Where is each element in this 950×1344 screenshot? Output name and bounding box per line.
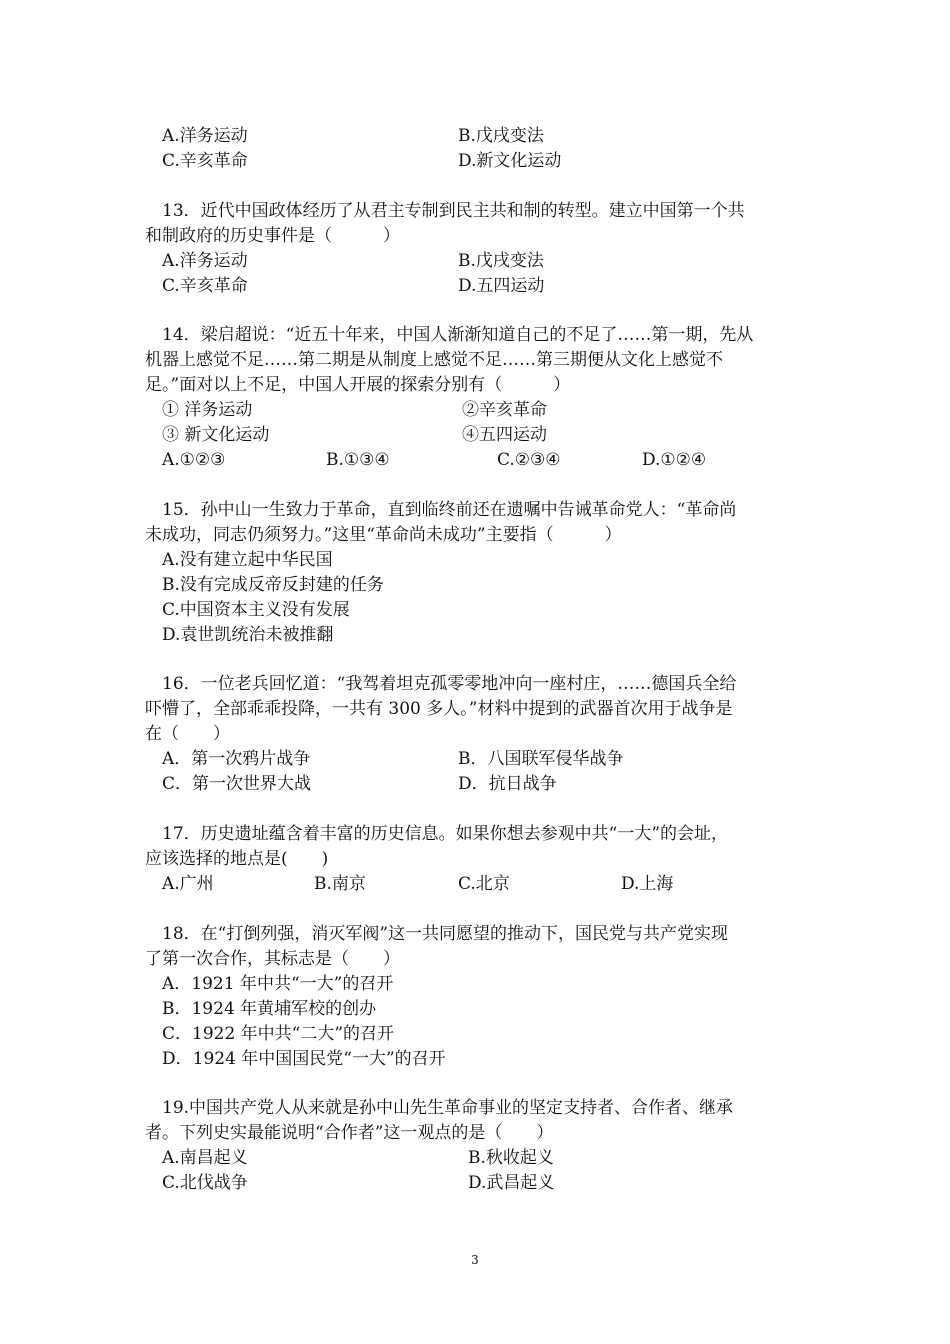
q16-stem-line3: 在（ ） bbox=[145, 724, 230, 744]
q15-stem-line2: 未成功，同志仍须努力。”这里“革命尚未成功”主要指（ ） bbox=[145, 525, 622, 545]
q17-stem-line1: 17．历史遗址蕴含着丰富的历史信息。如果你想去参观中共“一大”的会址， bbox=[162, 824, 729, 844]
q13-option-a: A.洋务运动 bbox=[162, 251, 248, 271]
q13-option-b: B.戊戌变法 bbox=[458, 251, 544, 271]
q13-stem-line2: 和制政府的历史事件是（ ） bbox=[145, 226, 400, 246]
q14-item-2: ②辛亥革命 bbox=[462, 400, 547, 420]
q16-option-b: B．八国联军侵华战争 bbox=[458, 749, 624, 769]
q19-option-c: C.北伐战争 bbox=[162, 1173, 248, 1193]
q12-option-d: D.新文化运动 bbox=[458, 151, 562, 171]
q15-option-d: D.袁世凯统治未被推翻 bbox=[162, 625, 334, 645]
q16-stem-line1: 16．一位老兵回忆道：“我驾着坦克孤零零地冲向一座村庄，……德国兵全给 bbox=[162, 674, 737, 694]
q14-item-4: ④五四运动 bbox=[462, 425, 547, 445]
q15-option-a: A.没有建立起中华民国 bbox=[162, 550, 333, 570]
q13-stem-line1: 13．近代中国政体经历了从君主专制到民主共和制的转型。建立中国第一个共 bbox=[162, 201, 745, 221]
q16-stem-line2: 吓懵了，全部乖乖投降，一共有 300 多人。”材料中提到的武器首次用于战争是 bbox=[145, 699, 733, 719]
q14-stem-line1: 14．梁启超说：“近五十年来，中国人渐渐知道自己的不足了……第一期，先从 bbox=[162, 325, 754, 345]
q18-option-c: C．1922 年中共“二大”的召开 bbox=[162, 1024, 395, 1044]
q12-option-c: C.辛亥革命 bbox=[162, 151, 248, 171]
q14-option-b: B.①③④ bbox=[326, 450, 390, 470]
q15-stem-line1: 15．孙中山一生致力于革命，直到临终前还在遗嘱中告诫革命党人：“革命尚 bbox=[162, 500, 737, 520]
q17-option-a: A.广州 bbox=[162, 874, 214, 894]
q13-option-c: C.辛亥革命 bbox=[162, 276, 248, 296]
q14-option-d: D.①②④ bbox=[642, 450, 707, 470]
q14-item-1: ① 洋务运动 bbox=[162, 400, 253, 420]
q12-option-a: A.洋务运动 bbox=[162, 126, 248, 146]
q13-option-d: D.五四运动 bbox=[458, 276, 545, 296]
q18-option-a: A．1921 年中共“一大”的召开 bbox=[162, 974, 394, 994]
q14-option-c: C.②③④ bbox=[497, 450, 561, 470]
q15-option-b: B.没有完成反帝反封建的任务 bbox=[162, 575, 384, 595]
q19-option-b: B.秋收起义 bbox=[468, 1148, 554, 1168]
q14-item-3: ③ 新文化运动 bbox=[162, 425, 270, 445]
q14-stem-line2: 机器上感觉不足……第二期是从制度上感觉不足……第三期便从文化上感觉不 bbox=[145, 350, 723, 370]
q14-option-a: A.①②③ bbox=[162, 450, 226, 470]
q18-stem-line2: 了第一次合作，其标志是（ ） bbox=[145, 949, 400, 969]
q18-stem-line1: 18．在“打倒列强，消灭军阀”这一共同愿望的推动下，国民党与共产党实现 bbox=[162, 924, 729, 944]
q17-option-c: C.北京 bbox=[458, 874, 510, 894]
q14-stem-line3: 足。”面对以上不足，中国人开展的探索分别有（ ） bbox=[145, 375, 571, 395]
q16-option-c: C．第一次世界大战 bbox=[162, 774, 312, 794]
q17-option-b: B.南京 bbox=[314, 874, 366, 894]
q12-option-b: B.戊戌变法 bbox=[458, 126, 544, 146]
q17-option-d: D.上海 bbox=[621, 874, 674, 894]
q19-stem-line1: 19.中国共产党人从来就是孙中山先生革命事业的坚定支持者、合作者、继承 bbox=[162, 1098, 734, 1118]
q16-option-d: D．抗日战争 bbox=[458, 774, 557, 794]
q16-option-a: A．第一次鸦片战争 bbox=[162, 749, 311, 769]
page-number: 3 bbox=[471, 1253, 479, 1267]
q19-option-d: D.武昌起义 bbox=[468, 1173, 555, 1193]
q18-option-b: B．1924 年黄埔军校的创办 bbox=[162, 999, 377, 1019]
q18-option-d: D．1924 年中国国民党“一大”的召开 bbox=[162, 1049, 446, 1069]
q15-option-c: C.中国资本主义没有发展 bbox=[162, 600, 350, 620]
q19-stem-line2: 者。下列史实最能说明“合作者”这一观点的是（ ） bbox=[145, 1123, 554, 1143]
q17-stem-line2: 应该选择的地点是( ) bbox=[145, 849, 329, 869]
q19-option-a: A.南昌起义 bbox=[162, 1148, 248, 1168]
